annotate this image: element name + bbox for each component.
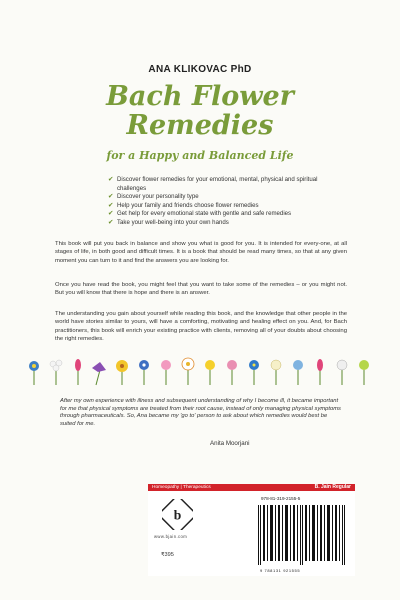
book-subtitle: for a Happy and Balanced Life — [106, 149, 294, 162]
flower-icon — [116, 360, 128, 385]
feature-list — [108, 176, 338, 228]
price-label: ₹395 — [161, 552, 174, 558]
book-title — [0, 82, 400, 140]
publisher-url: www.bjain.com — [154, 534, 188, 539]
flower-illustration-strip — [24, 356, 376, 386]
flower-icon — [92, 362, 106, 385]
check-icon: ✔ — [108, 201, 114, 209]
category-bar — [148, 484, 355, 491]
testimonial-quote: After my own experience with illness and subsequent understanding of why I become ill, it became important for me that physical symptoms are treated from their root cause, instead of only managing physical symptoms through pharmaceuticals. So, Ana became my 'go to' person to ask about which remedies would best be suited for me. — [60, 398, 341, 427]
publisher-footer — [148, 484, 355, 576]
flower-icon — [293, 360, 303, 385]
barcode-icon — [254, 503, 350, 567]
feature-item — [108, 219, 338, 228]
flower-icon — [205, 360, 215, 385]
flower-icon — [29, 361, 39, 385]
flower-icon — [161, 360, 171, 385]
publisher-logo-icon — [162, 499, 193, 530]
feature-text: Discover your personality type — [117, 193, 199, 201]
feature-text: Get help for every emotional state with gentle and safe remedies — [117, 210, 292, 218]
title-line-2: Remedies — [126, 110, 274, 141]
check-icon: ✔ — [108, 176, 114, 183]
feature-item — [108, 202, 338, 211]
body-paragraph-3: The understanding you gain about yourself while reading this book, and the knowledge that other people in the world have stories similar to yours, will have a comforting, motivating and healing effect on you. And, for Bach practitioners, this book will enrich your existing practice with clients, removing all of your doubts about choosing the right remedies. — [55, 311, 347, 343]
flower-icon — [271, 360, 281, 385]
testimonial-author: Anita Moorjani — [210, 440, 250, 447]
flower-icon — [139, 360, 149, 385]
check-icon: ✔ — [108, 218, 114, 226]
feature-text: Take your well-being into your own hands — [117, 218, 229, 226]
feature-item — [108, 193, 338, 202]
svg-text:b: b — [173, 507, 182, 523]
check-icon: ✔ — [108, 210, 114, 218]
feature-item — [108, 176, 338, 193]
author-name: ANA KLIKOVAC PhD — [148, 64, 252, 75]
flower-icon — [249, 360, 259, 385]
body-paragraph-1: This book will put you back in balance and show you what is good for you. It is intended for every-one, at all stages of life, in both good and difficult times. It is a book that should be read many times, so that at any given moment you can turn to it and find the answers you are looking for. — [55, 241, 347, 264]
flower-icon — [359, 360, 369, 385]
flower-icon — [227, 360, 237, 385]
flower-icon — [75, 359, 81, 385]
barcode-digits: 9 788131 921555 — [260, 568, 301, 573]
flower-icon — [50, 360, 62, 385]
feature-item — [108, 210, 338, 219]
feature-text: Help your family and friends choose flower remedies — [117, 201, 259, 209]
flower-icon — [337, 360, 347, 385]
isbn-number: 978-81-319-2155-5 — [261, 496, 301, 501]
feature-text: Discover flower remedies for your emotional, mental, physical and spiritual challenges — [117, 176, 318, 192]
flower-icon — [317, 359, 323, 385]
flower-icon — [182, 358, 194, 385]
title-line-1: Bach Flower — [106, 81, 294, 112]
category-label: Homeopathy | Therapeutics — [152, 485, 211, 490]
publisher-name: B. Jain Regular — [314, 484, 351, 490]
body-paragraph-2: Once you have read the book, you might feel that you want to take some of the remedies – or you might not. But you will know that there is hope and there is an answer. — [55, 282, 347, 297]
check-icon: ✔ — [108, 193, 114, 201]
